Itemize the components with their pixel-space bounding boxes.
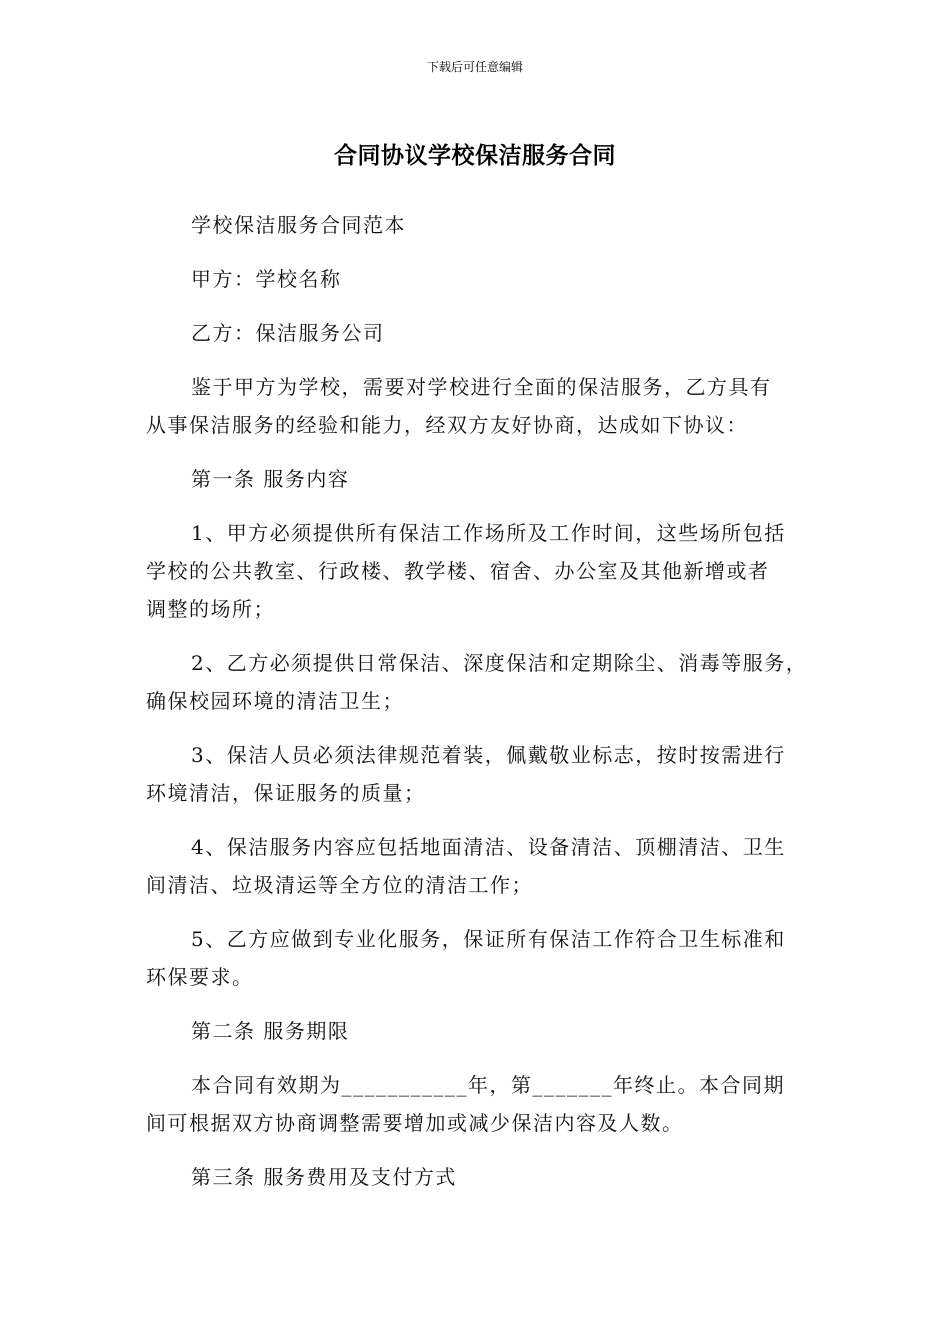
section-heading: 第三条 服务费用及支付方式 xyxy=(191,1165,457,1189)
paragraph-line: 调整的场所； xyxy=(146,597,275,621)
paragraph-line: 环保要求。 xyxy=(146,965,254,989)
paragraph-line: 5、乙方应做到专业化服务，保证所有保洁工作符合卫生标准和 xyxy=(191,927,786,951)
paragraph-line: 间可根据双方协商调整需要增加或减少保洁内容及人数。 xyxy=(146,1111,684,1135)
document-title: 合同协议学校保洁服务合同 xyxy=(334,143,616,169)
paragraph-line: 4、保洁服务内容应包括地面清洁、设备清洁、顶棚清洁、卫生 xyxy=(191,835,786,859)
paragraph-line: 间清洁、垃圾清运等全方位的清洁工作； xyxy=(146,873,533,897)
section-heading: 第一条 服务内容 xyxy=(191,467,350,491)
header-note: 下载后可任意编辑 xyxy=(426,60,523,74)
paragraph-line: 学校的公共教室、行政楼、教学楼、宿舍、办公室及其他新增或者 xyxy=(146,559,770,583)
paragraph-line: 1、甲方必须提供所有保洁工作场所及工作时间，这些场所包括 xyxy=(191,521,786,545)
paragraph-line: 鉴于甲方为学校，需要对学校进行全面的保洁服务，乙方具有 xyxy=(191,375,772,399)
paragraph-line: 甲方：学校名称 xyxy=(191,267,342,291)
paragraph-line: 2、乙方必须提供日常保洁、深度保洁和定期除尘、消毒等服务， xyxy=(191,651,808,675)
section-heading: 第二条 服务期限 xyxy=(191,1019,350,1043)
paragraph-line: 环境清洁，保证服务的质量； xyxy=(146,781,426,805)
paragraph-line: 3、保洁人员必须法律规范着装，佩戴敬业标志，按时按需进行 xyxy=(191,743,786,767)
paragraph-line: 本合同有效期为___________年，第_______年终止。本合同期 xyxy=(191,1073,785,1097)
paragraph-line: 学校保洁服务合同范本 xyxy=(191,213,406,237)
paragraph-line: 确保校园环境的清洁卫生； xyxy=(146,689,404,713)
paragraph-line: 从事保洁服务的经验和能力，经双方友好协商，达成如下协议： xyxy=(146,413,748,437)
paragraph-line: 乙方：保洁服务公司 xyxy=(191,321,385,345)
